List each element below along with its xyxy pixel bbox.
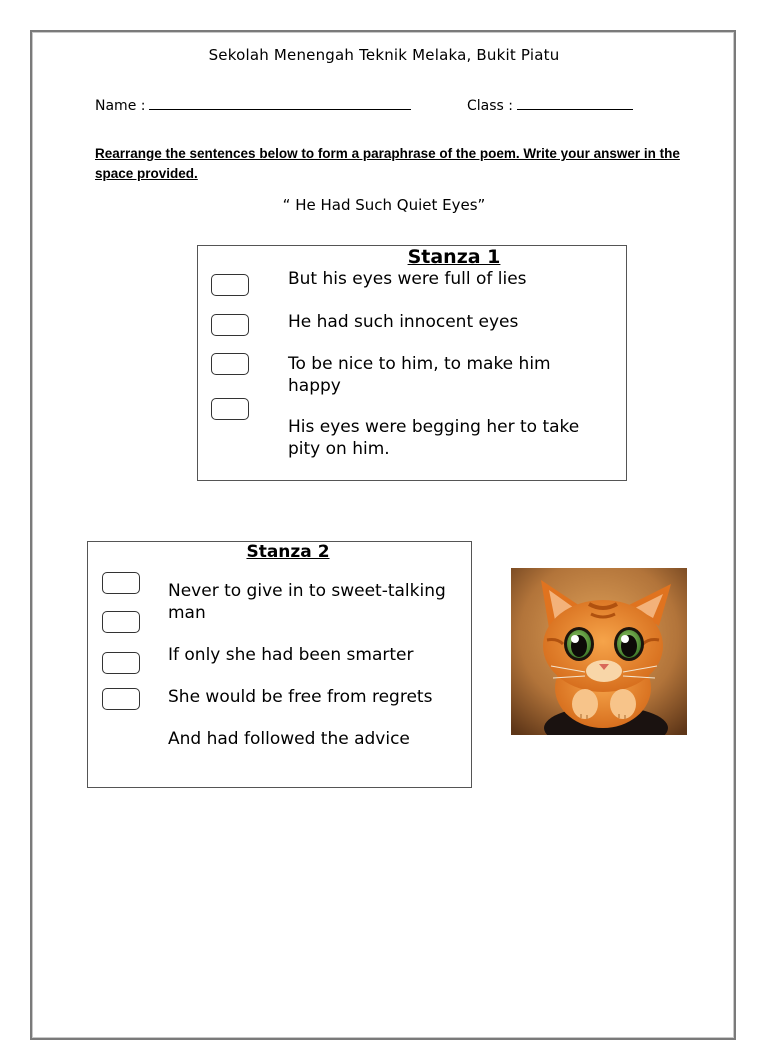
stanza-1-order-box-1[interactable] — [211, 274, 249, 296]
class-label: Class : — [467, 98, 513, 114]
stanza-2-heading: Stanza 2 — [246, 542, 330, 562]
stanza-2-line-3: She would be free from regrets — [168, 687, 433, 707]
stanza-2-line-4: And had followed the advice — [168, 729, 410, 749]
stanza-1-line-3: To be nice to him, to make him happy — [288, 354, 551, 396]
poem-title: “ He Had Such Quiet Eyes” — [282, 196, 486, 214]
stanza-1-box — [197, 245, 627, 481]
cat-image — [511, 568, 687, 735]
class-blank[interactable] — [517, 95, 633, 110]
stanza-1-line-4: His eyes were begging her to take pity on him. — [288, 417, 580, 459]
name-blank[interactable] — [149, 95, 411, 110]
name-label: Name : — [95, 98, 146, 114]
stanza-2-order-box-1[interactable] — [102, 572, 140, 594]
stanza-2-line-2: If only she had been smarter — [168, 645, 414, 665]
stanza-2-box — [87, 541, 472, 788]
stanza-2-order-box-2[interactable] — [102, 611, 140, 633]
stanza-1-order-box-3[interactable] — [211, 353, 249, 375]
stanza-2-order-box-3[interactable] — [102, 652, 140, 674]
class-field — [467, 95, 633, 114]
name-field — [95, 95, 411, 114]
stanza-2-order-box-4[interactable] — [102, 688, 140, 710]
stanza-1-order-box-4[interactable] — [211, 398, 249, 420]
stanza-1-order-box-2[interactable] — [211, 314, 249, 336]
stanza-1-heading: Stanza 1 — [407, 246, 501, 268]
school-name: Sekolah Menengah Teknik Melaka, Bukit Piatu — [208, 46, 560, 64]
instruction-text: Rearrange the sentences below to form a paraphrase of the poem. Write your answer in the space provided. — [95, 146, 680, 181]
stanza-1-line-1: But his eyes were full of lies — [288, 269, 527, 289]
stanza-1-line-2: He had such innocent eyes — [288, 312, 519, 332]
stanza-2-line-1: Never to give in to sweet-talking man — [168, 581, 446, 623]
